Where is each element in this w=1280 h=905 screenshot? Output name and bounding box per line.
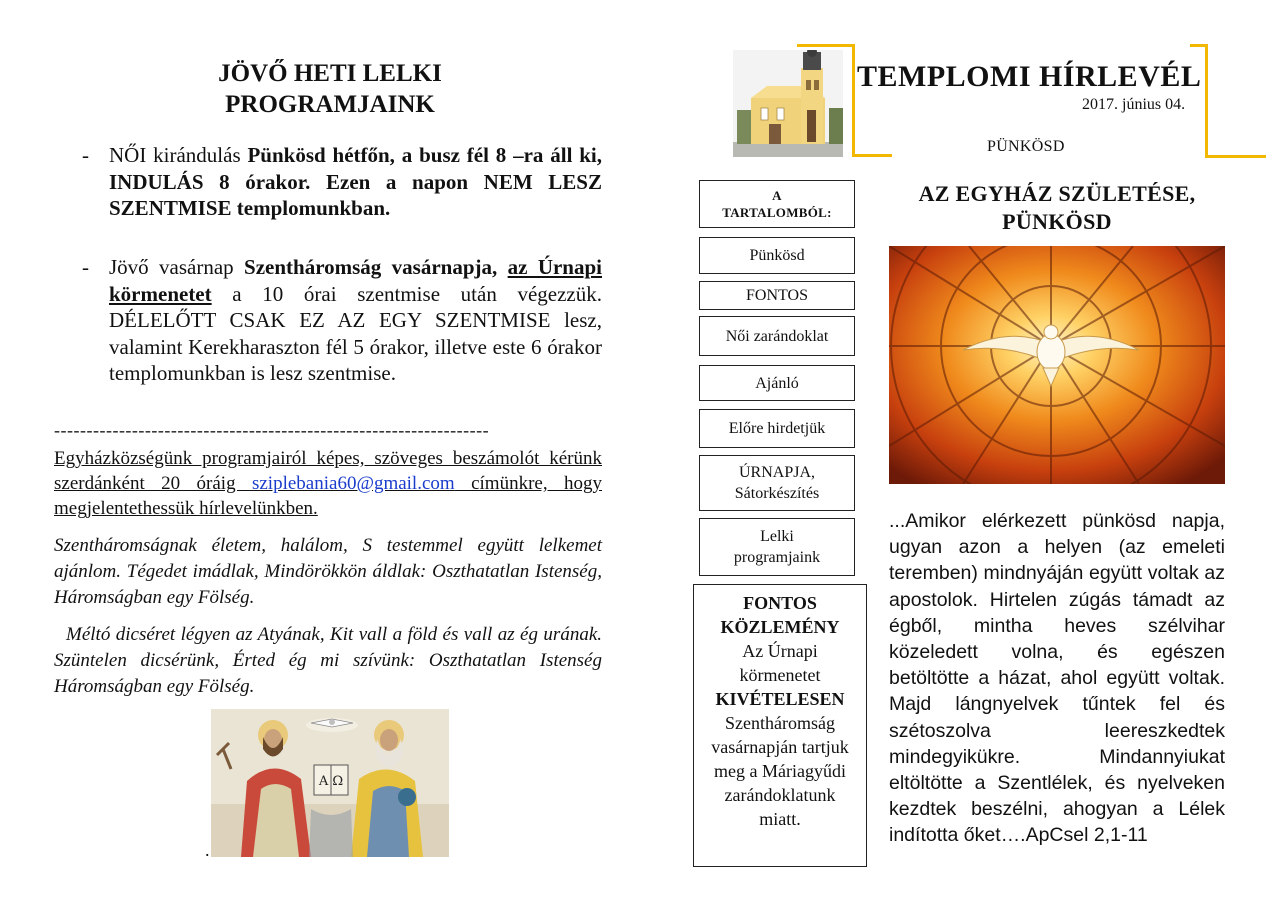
holy-trinity-image: [211, 709, 449, 857]
program-item-text-part: NŐI kirándulás: [109, 143, 248, 167]
toc-heading-text: [722, 187, 832, 221]
toc-heading: [699, 180, 855, 228]
toc-item-ajanlo[interactable]: Ajánló: [699, 365, 855, 401]
toc-heading-line2: TARTALOMBÓL:: [722, 205, 832, 220]
toc-item-punkosd[interactable]: Pünkösd: [699, 237, 855, 274]
toc-item-lelki-programjaink[interactable]: Lelki programjaink: [699, 518, 855, 576]
notice-title-line1: FONTOS: [743, 593, 817, 613]
notice-strong: KIVÉTELESEN: [715, 689, 845, 709]
program-heading: [150, 58, 510, 120]
praise-prayer: Méltó dicséret légyen az Atyának, Kit vall a föld és vall az ég urának. Szüntelen dicsérünk, Érted ég mi szívünk: Oszthatatlan Istenség Háromságban egy Fölség.: [54, 624, 602, 697]
newsletter-title: TEMPLOMI HÍRLEVÉL: [857, 60, 1202, 93]
holy-spirit-window-image: [889, 246, 1225, 484]
toc-item-urnapja[interactable]: ÚRNAPJA, Sátorkészítés: [699, 455, 855, 511]
report-request-text: Egyházközségünk programjairól képes, szöveges beszámolót kérünk szerdánként 20 óráig: [54, 448, 602, 494]
accent-bar-right-vertical: [1205, 44, 1208, 158]
newsletter-date: 2017. június 04.: [1082, 96, 1186, 113]
accent-bar-bottom-right: [1205, 155, 1266, 158]
church-illustration: [733, 50, 843, 157]
toc-item-elore-hirdetjuk[interactable]: Előre hirdetjük: [699, 409, 855, 448]
trailing-dot: .: [205, 840, 210, 860]
holy-spirit-dove-illustration: [889, 246, 1225, 484]
program-item-text-bold: Pünkösd hétfőn, a busz fél 8 –ra áll ki, INDULÁS 8 órakor. Ezen a napon NEM LESZ SZENTMISE templomunkban.: [109, 143, 602, 220]
newsletter-occasion: PÜNKÖSD: [987, 138, 1065, 155]
article-body: ...Amikor elérkezett pünkösd napja, ugyan azon a helyen (az emeleti teremben) mindnyáján együtt voltak az apostolok. Hirtelen zúgás támadt az égből, mintha heves szélvihar közeledett volna, és egészen betöltötte a házat, ahol együtt voltak. Majd lángnyelvek tűntek fel és szétoszolva leereszkedtek mindegyikükre. Mindannyiukat eltöltötte a Szentlélek, és nyelveken kezdtek beszélni, ahogyan a Lélek indította őket….ApCsel 2,1-11: [889, 510, 1225, 847]
program-item-text-underlined: az Úrnapi körmenetet: [109, 255, 603, 306]
program-item-womens-trip: [82, 142, 602, 222]
section-divider: -------------------------------------------------------------------: [54, 420, 490, 440]
program-item-trinity-sunday: [82, 254, 602, 387]
toc-item-noi-zarandoklat[interactable]: Női zarándoklat: [699, 316, 855, 356]
program-item-text-part: Jövő vasárnap: [109, 255, 245, 279]
toc-item-fontos[interactable]: FONTOS: [699, 281, 855, 310]
book-letters: A Ω: [318, 774, 344, 789]
email-link[interactable]: sziplebania60@gmail.com: [251, 473, 455, 494]
program-heading-line1: JÖVŐ HETI LELKI: [218, 60, 442, 87]
bullet-dash: -: [82, 255, 89, 279]
program-item-text-bold: Szentháromság vasárnapja,: [244, 255, 508, 279]
article-title: AZ EGYHÁZ SZÜLETÉSE, PÜNKÖSD: [918, 181, 1196, 234]
program-heading-line2: PROGRAMJAINK: [225, 91, 435, 118]
program-item-text: [109, 142, 602, 222]
program-item-text-part: a 10 órai szentmise után végezzük. DÉLELŐTT CSAK EZ AZ EGY SZENTMISE lesz, valamint Kerekharaszton fél 5 órakor, illetve este 6 órakor templomunkban is lesz szentmise.: [109, 281, 602, 385]
accent-bar-left-vertical: [852, 44, 855, 156]
holy-trinity-illustration: [211, 709, 449, 857]
report-request-text: címünkre, hogy megjelentethessük hírlevelünkben.: [54, 473, 602, 519]
accent-bar-top-left: [797, 44, 855, 47]
report-request: [54, 446, 602, 521]
notice-text-2: Szentháromság vasárnapján tartjuk meg a Máriagyűdi zarándoklatunk miatt.: [711, 713, 849, 829]
program-item-text: [109, 254, 602, 387]
church-photo: [733, 50, 843, 157]
important-notice-box: [693, 584, 867, 867]
accent-bar-bottom-left: [852, 154, 892, 157]
toc-heading-line1: A: [772, 188, 782, 203]
notice-text-1: Az Úrnapi körmenetet: [739, 641, 821, 685]
notice-title-line2: KÖZLEMÉNY: [720, 617, 840, 637]
bullet-dash: -: [82, 143, 89, 167]
trinity-prayer: Szentháromságnak életem, halálom, S testemmel együtt lelkemet ajánlom. Tégedet imádlak, Mindörökkön áldlak: Oszthatatlan Istenség, Háromságban egy Fölség.: [54, 535, 602, 608]
